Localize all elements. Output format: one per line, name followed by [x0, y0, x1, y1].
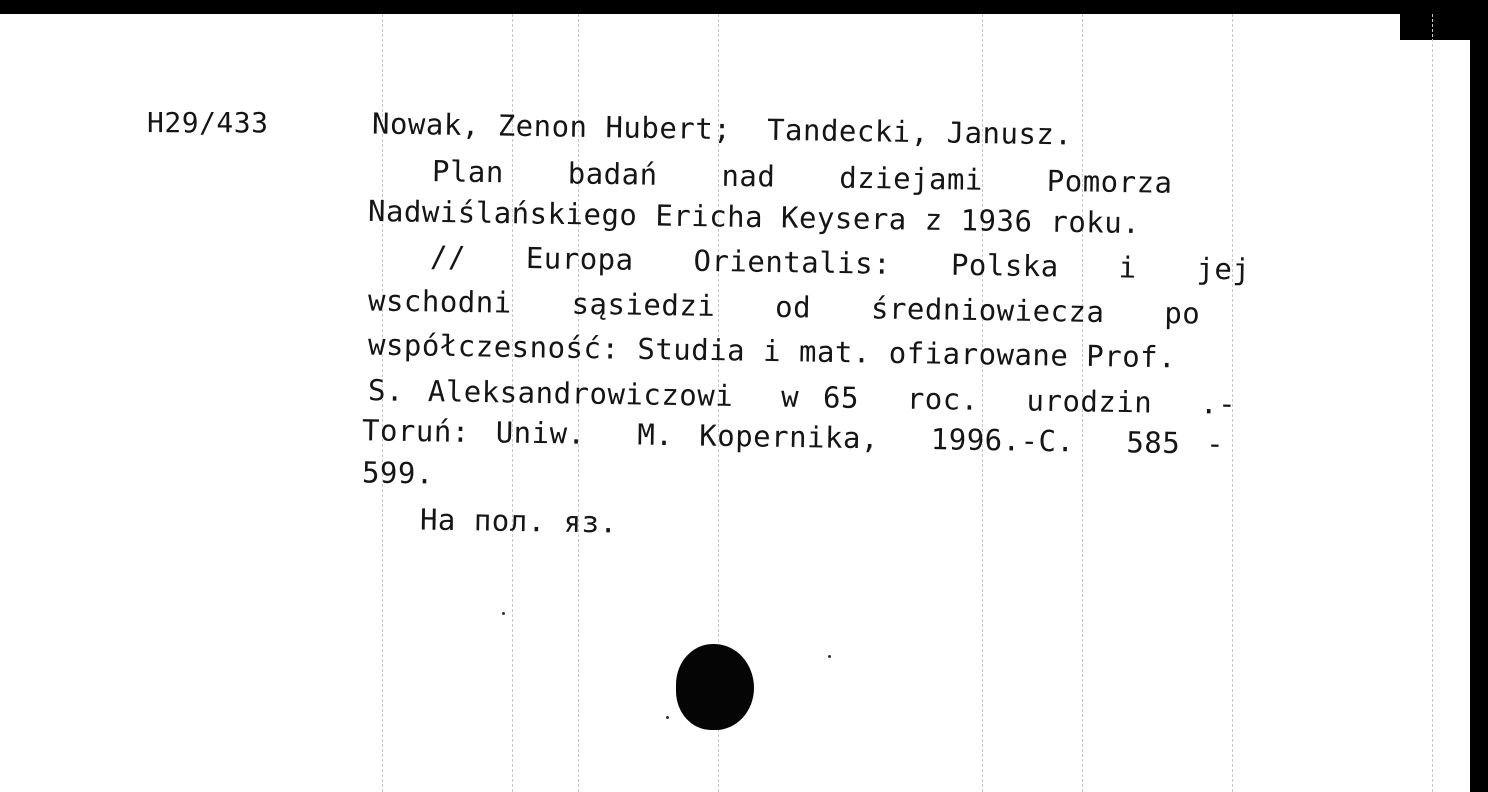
scan-speck	[502, 612, 505, 615]
card-line-pages: 599.	[361, 455, 435, 491]
card-line-source-cont: współczesność: Studia i mat. ofiarowane Prof.	[367, 327, 1177, 375]
scan-speck	[666, 716, 669, 719]
scan-speck	[828, 655, 831, 658]
card-line-authors: Nowak, Zenon Hubert; Tandecki, Janusz.	[371, 106, 1073, 152]
card-line-imprint: Toruń: Uniw. M. Kopernika, 1996.-C. 585 -	[361, 413, 1225, 461]
card-line-source-cont: wschodni sąsiedzi od średniowiecza po	[367, 283, 1201, 331]
card-line-title-cont: Nadwiślańskiego Ericha Keysera z 1936 roku.	[367, 193, 1141, 241]
card-line-title: Plan badań nad dziejami Pomorza	[431, 154, 1173, 200]
card-line-source-cont: S. Aleksandrowiczowi w 65 roc. urodzin .-	[367, 373, 1237, 421]
card-line-language-note: На пол. яз.	[419, 502, 618, 540]
call-number: H29/433	[147, 106, 269, 139]
card-line-source: // Europa Orientalis: Polska i jej	[429, 239, 1251, 287]
punch-hole	[676, 644, 754, 730]
